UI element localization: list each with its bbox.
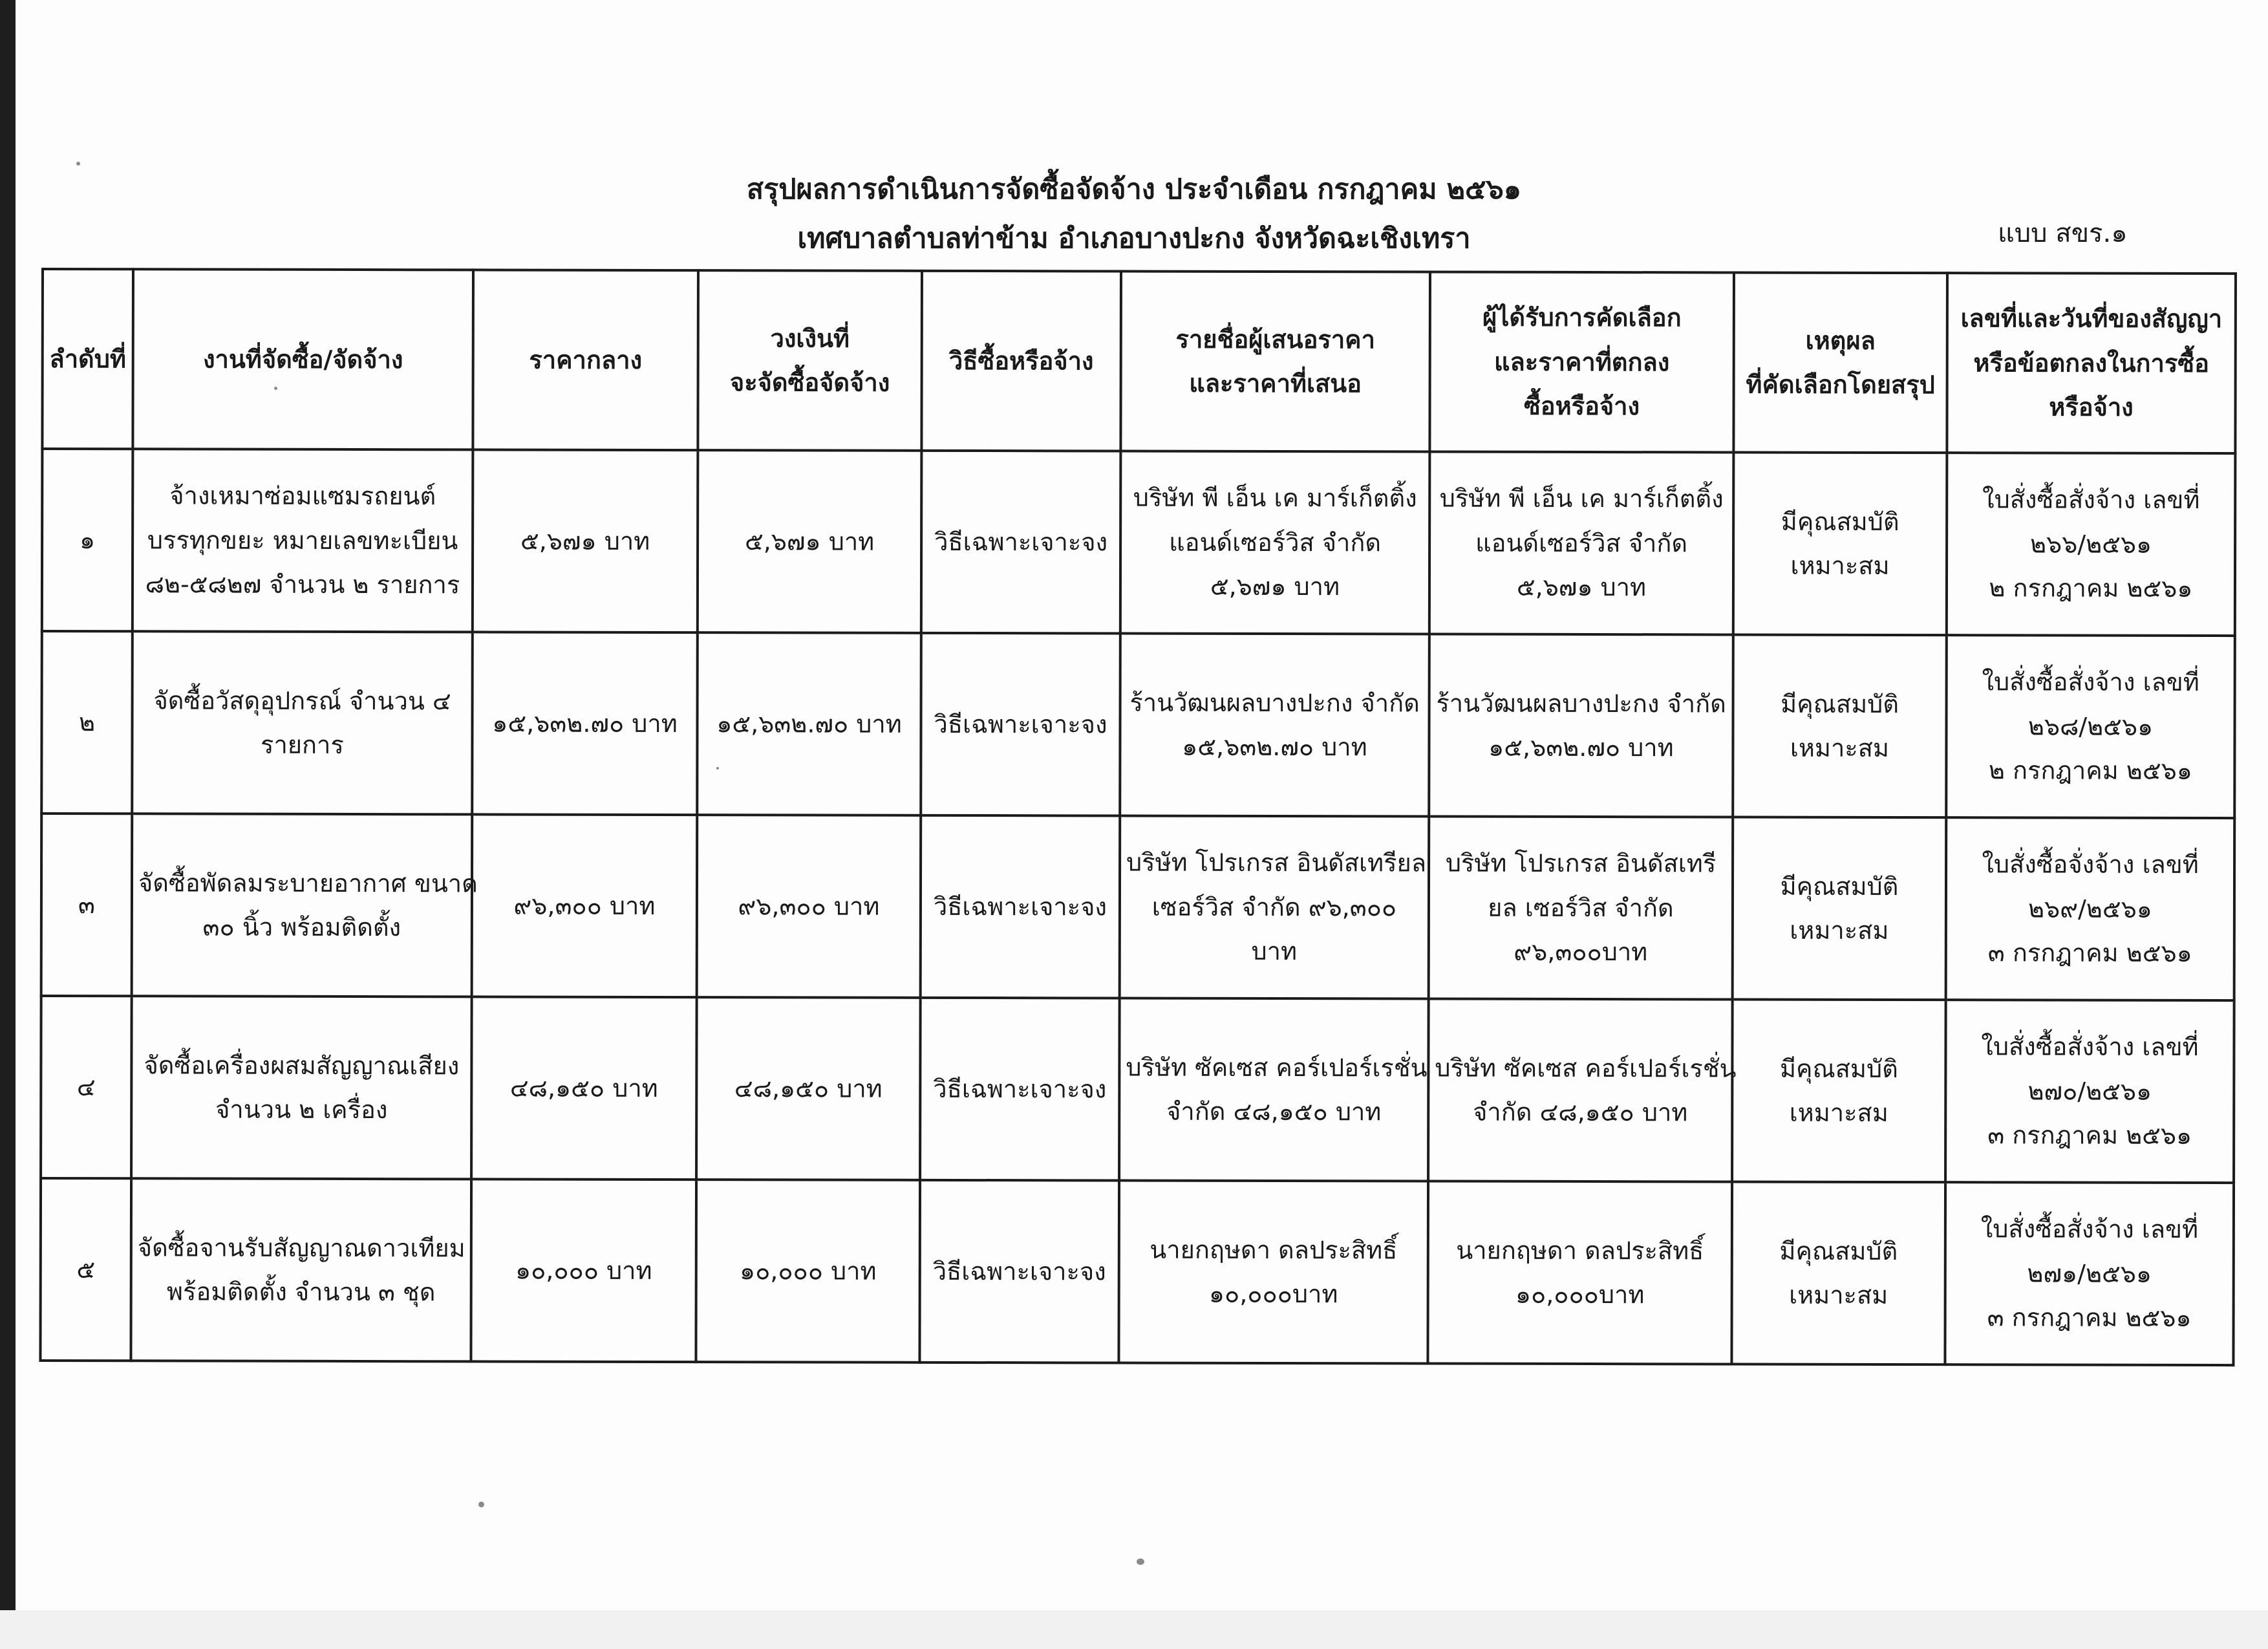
cell-line: พร้อมติดตั้ง จำนวน ๓ ชุด [166, 1277, 436, 1307]
cell-line: ๒๖๙/๒๕๖๑ [2027, 894, 2152, 923]
row-work [132, 631, 473, 814]
row-selected [1429, 816, 1733, 999]
cell-line: เหมาะสม [1789, 1098, 1888, 1127]
row-reason [1733, 817, 1947, 1000]
cell-line: มีคุณสมบัติ [1779, 1236, 1898, 1266]
cell-line: จัดซื้อพัดลมระบายอากาศ ขนาด [138, 868, 478, 898]
row-median-price: ๑๕,๖๓๒.๗๐ บาท [472, 632, 698, 815]
cell-line: ร้านวัฒนผลบางปะกง จำกัด [1129, 688, 1420, 718]
cell-line: นายกฤษดา ดลประสิทธิ์ [1456, 1236, 1704, 1265]
cell-line: ๘๒-๕๘๒๗ จำนวน ๒ รายการ [145, 570, 460, 599]
cell-line: ๒๗๐/๒๕๖๑ [2027, 1077, 2152, 1106]
column-header-work [133, 269, 473, 449]
row-budget: ๕,๖๗๑ บาท [698, 450, 922, 633]
cell-line: เหมาะสม [1790, 733, 1890, 762]
row-contract [1945, 1182, 2234, 1365]
cell-line: นายกฤษดา ดลประสิทธิ์ [1150, 1235, 1398, 1265]
cell-line: ๓๐ นิ้ว พร้อมติดตั้ง [202, 912, 401, 942]
procurement-summary-table [39, 268, 2237, 1366]
column-header-contract [1947, 273, 2236, 453]
cell-line: เหตุผล [1805, 326, 1876, 355]
row-budget: ๑๕,๖๓๒.๗๐ บาท [697, 632, 921, 815]
row-seq: ๑ [42, 449, 133, 631]
cell-line: วิธีซื้อหรือจ้าง [948, 346, 1094, 376]
row-contract [1947, 453, 2236, 636]
row-work [132, 814, 478, 997]
cell-line: ๓ กรกฎาคม ๒๕๖๑ [1987, 938, 2192, 968]
cell-line: ๕,๖๗๑ บาท [1516, 572, 1647, 602]
header-row [42, 269, 2236, 453]
cell-line: ๓ กรกฎาคม ๒๕๖๑ [1987, 1121, 2192, 1150]
cell-line: บริษัท พี เอ็น เค มาร์เก็ตติ้ง [1439, 484, 1724, 513]
cell-line: ใบสั่งซื้อจั่งจ้าง เลขที่ [1982, 850, 2199, 879]
row-budget: ๔๘,๑๕๐ บาท [696, 997, 921, 1180]
cell-line: ๑๐,๐๐๐บาท [1208, 1279, 1338, 1309]
row-bidders [1120, 815, 1429, 998]
table-row [40, 1178, 2234, 1365]
table-row [41, 631, 2235, 818]
row-selected [1428, 998, 1737, 1181]
cell-line: จัดซื้อวัสดุอุปกรณ์ จำนวน ๔ [153, 685, 451, 715]
row-seq: ๒ [41, 631, 133, 814]
cell-line: ๙๖,๓๐๐บาท [1514, 937, 1648, 967]
column-header-method [921, 271, 1121, 451]
cell-line: ๑๕,๖๓๒.๗๐ บาท [1182, 732, 1367, 762]
cell-line: หรือข้อตกลงในการซื้อ [1973, 349, 2209, 378]
cell-line: บริษัท โปรเกรส อินดัสเทรียล [1126, 848, 1427, 878]
table-row [42, 449, 2236, 636]
cell-line: วงเงินที่ [770, 323, 850, 353]
scan-speck [1137, 1558, 1144, 1565]
cell-line: เลขที่และวันที่ของสัญญา [1960, 304, 2223, 334]
column-header-seq [42, 269, 133, 449]
row-seq: ๔ [41, 996, 132, 1178]
cell-line: ราคากลาง [529, 345, 643, 374]
table-row [41, 996, 2234, 1183]
cell-line: ๒๗๑/๒๕๖๑ [2027, 1259, 2152, 1288]
column-header-selected [1429, 272, 1734, 452]
form-code: แบบ สขร.๑ [1998, 219, 2128, 248]
cell-line: ๒๖๘/๒๕๖๑ [2027, 712, 2154, 741]
cell-line: เซอร์วิส จำกัด ๙๖,๓๐๐ [1151, 892, 1397, 922]
cell-line: รายการ [261, 730, 344, 759]
cell-line: เหมาะสม [1790, 916, 1889, 945]
row-budget: ๙๖,๓๐๐ บาท [697, 815, 921, 998]
row-contract [1946, 635, 2235, 818]
cell-line: ๑๕,๖๓๒.๗๐ บาท [1488, 733, 1674, 762]
table-row [41, 814, 2235, 1000]
cell-line: จัดซื้อจานรับสัญญาณดาวเทียม [137, 1233, 465, 1262]
row-method: วิธีเฉพาะเจาะจง [921, 451, 1121, 634]
cell-line: จำกัด ๔๘,๑๕๐ บาท [1166, 1097, 1382, 1126]
row-reason [1732, 999, 1946, 1182]
cell-line: มีคุณสมบัติ [1781, 507, 1899, 536]
cell-line: ผู้ได้รับการคัดเลือก [1482, 303, 1682, 332]
cell-line: ยล เซอร์วิส จำกัด [1488, 893, 1674, 923]
row-budget: ๑๐,๐๐๐ บาท [696, 1180, 920, 1363]
row-contract [1945, 1000, 2234, 1183]
cell-line: ที่คัดเลือกโดยสรุป [1746, 370, 1935, 400]
row-median-price: ๕,๖๗๑ บาท [473, 449, 698, 632]
row-bidders [1119, 998, 1429, 1181]
cell-line: แอนด์เซอร์วิส จำกัด [1169, 528, 1382, 557]
cell-line: ๑๐,๐๐๐บาท [1515, 1280, 1645, 1310]
row-reason [1733, 452, 1947, 635]
row-contract [1946, 817, 2235, 1000]
column-header-median-price [473, 270, 698, 450]
cell-line: ๒ กรกฎาคม ๒๕๖๑ [1988, 756, 2192, 786]
row-method: วิธีเฉพาะเจาะจง [919, 1180, 1119, 1363]
cell-line: บริษัท พี เอ็น เค มาร์เก็ตติ้ง [1133, 483, 1417, 513]
row-median-price: ๙๖,๓๐๐ บาท [472, 814, 698, 997]
cell-line: ร้านวัฒนผลบางปะกง จำกัด [1436, 689, 1726, 718]
cell-line: บริษัท โปรเกรส อินดัสเทรี [1445, 848, 1717, 878]
cell-line: บาท [1251, 937, 1298, 966]
cell-line: จำกัด ๔๘,๑๕๐ บาท [1473, 1097, 1688, 1127]
row-median-price: ๑๐,๐๐๐ บาท [471, 1179, 696, 1362]
cell-line: จะจัดซื้อจัดจ้าง [729, 368, 890, 397]
cell-line: และราคาที่เสนอ [1189, 369, 1362, 398]
scan-bottom-margin [0, 1610, 2268, 1649]
row-work [131, 1178, 471, 1361]
row-method: วิธีเฉพาะเจาะจง [921, 815, 1120, 998]
cell-line: จัดซื้อเครื่องผสมสัญญาณเสียง [144, 1050, 460, 1080]
cell-line: จ้างเหมาซ่อมแซมรถยนต์ [169, 481, 436, 511]
column-header-budget [698, 270, 922, 451]
cell-line: เหมาะสม [1789, 1280, 1888, 1310]
cell-line: บริษัท ซัคเซส คอร์เปอร์เรชั่น [1126, 1053, 1428, 1083]
cell-line: และราคาที่ตกลง [1494, 347, 1670, 377]
row-work [131, 996, 472, 1179]
cell-line: ๓ กรกฎาคม ๒๕๖๑ [1987, 1303, 2192, 1333]
row-work [133, 449, 473, 632]
cell-line: ใบสั่งซื้อสั่งจ้าง เลขที่ [1982, 485, 2200, 515]
cell-line: รายชื่อผู้เสนอราคา [1175, 325, 1376, 354]
scan-speck [478, 1502, 484, 1507]
row-bidders [1120, 633, 1429, 816]
row-selected [1429, 451, 1734, 634]
scan-speck [76, 162, 80, 166]
cell-line: มีคุณสมบัติ [1779, 1054, 1898, 1083]
row-seq: ๕ [40, 1178, 131, 1361]
cell-line: บริษัท ซัคเซส คอร์เปอร์เรชั่น [1435, 1053, 1737, 1083]
cell-line: เหมาะสม [1790, 551, 1890, 580]
row-median-price: ๔๘,๑๕๐ บาท [471, 997, 697, 1180]
row-bidders [1120, 451, 1430, 634]
cell-line: ใบสั่งซื้อสั่งจ้าง เลขที่ [1981, 1032, 2199, 1062]
cell-line: ลำดับที่ [49, 344, 126, 374]
cell-line: บรรทุกขยะ หมายเลขทะเบียน [147, 526, 458, 555]
row-selected [1428, 1181, 1732, 1364]
row-method: วิธีเฉพาะเจาะจง [921, 633, 1120, 816]
column-header-reason [1733, 272, 1947, 453]
cell-line: แอนด์เซอร์วิส จำกัด [1475, 528, 1688, 558]
row-selected [1429, 634, 1733, 817]
cell-line: ซื้อหรือจ้าง [1523, 391, 1640, 421]
cell-line: จำนวน ๒ เครื่อง [215, 1095, 388, 1125]
row-reason [1731, 1181, 1945, 1364]
organization-title: เทศบาลตำบลท่าข้าม อำเภอบางปะกง จังหวัดฉะเชิงเทรา [797, 222, 1471, 255]
row-seq: ๓ [41, 814, 133, 996]
row-bidders [1118, 1180, 1428, 1363]
cell-line: ๕,๖๗๑ บาท [1210, 572, 1340, 601]
column-header-bidders [1120, 271, 1430, 451]
cell-line: ใบสั่งซื้อสั่งจ้าง เลขที่ [1982, 667, 2199, 697]
cell-line: มีคุณสมบัติ [1780, 872, 1899, 901]
cell-line: หรือจ้าง [2049, 393, 2134, 422]
cell-line: มีคุณสมบัติ [1781, 689, 1899, 718]
cell-line: ๒ กรกฎาคม ๒๕๖๑ [1989, 574, 2193, 603]
row-method: วิธีเฉพาะเจาะจง [920, 998, 1120, 1181]
report-title: สรุปผลการดำเนินการจัดซื้อจัดจ้าง ประจำเดือน กรกฎาคม ๒๕๖๑ [746, 173, 1522, 206]
cell-line: ๒๖๖/๒๕๖๑ [2029, 530, 2152, 559]
cell-line: ใบสั่งซื้อสั่งจ้าง เลขที่ [1980, 1214, 2199, 1244]
cell-line: งานที่จัดซื้อ/จัดจ้าง [202, 345, 403, 374]
row-reason [1733, 634, 1947, 817]
